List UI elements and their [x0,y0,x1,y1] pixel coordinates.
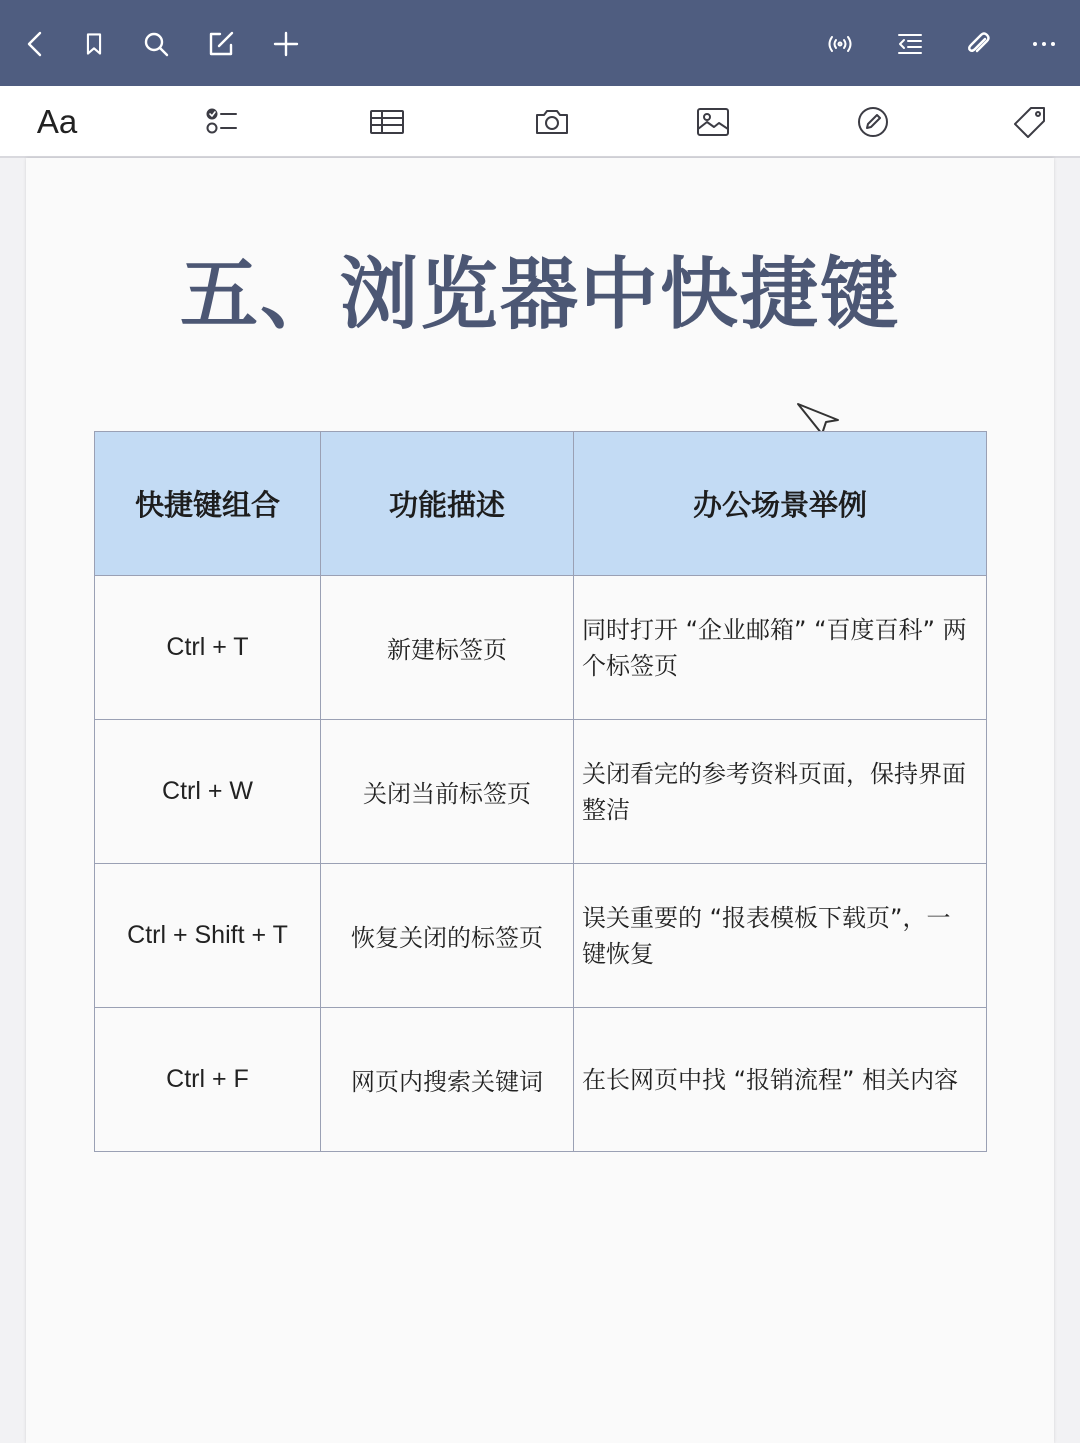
bookmark-icon [81,31,107,57]
table-row [95,720,987,864]
shortcut-cell: Ctrl + T [95,576,321,720]
shortcut-table [94,431,987,1152]
function-cell: 新建标签页 [321,576,574,720]
bookmark-button[interactable] [72,22,116,66]
more-icon [1029,29,1059,59]
edit-icon [206,29,236,59]
broadcast-icon [825,29,855,59]
table-row [95,864,987,1008]
function-cell: 网页内搜索关键词 [321,1008,574,1152]
page-title: 五、浏览器中快捷键 [179,250,900,340]
pen-button[interactable] [850,100,896,144]
attachment-icon [963,29,993,59]
edit-button[interactable] [199,22,243,66]
example-cell: 误关重要的 “报表模板下载页”，一键恢复 [574,864,987,1008]
pen-icon [854,103,892,141]
text-format-button[interactable] [34,100,80,144]
table-row [95,576,987,720]
search-icon [141,29,171,59]
broadcast-button[interactable] [818,22,862,66]
example-cell: 同时打开 “企业邮箱” “百度百科” 两个标签页 [574,576,987,720]
checklist-button[interactable] [199,100,245,144]
shortcut-cell: Ctrl + F [95,1008,321,1152]
example-cell: 在长网页中找 “报销流程” 相关内容 [574,1008,987,1152]
function-cell: 恢复关闭的标签页 [321,864,574,1008]
outline-icon [895,29,925,59]
text-format-label: Aa [36,103,78,140]
image-button[interactable] [690,100,736,144]
header-function: 功能描述 [321,432,574,576]
table-header-row [95,432,987,576]
attachment-button[interactable] [956,22,1000,66]
header-example: 办公场景举例 [574,432,987,576]
back-icon [21,29,51,59]
add-button[interactable] [264,22,308,66]
editing-toolbar [0,86,1080,158]
back-button[interactable] [14,22,58,66]
function-cell: 关闭当前标签页 [321,720,574,864]
shortcut-cell: Ctrl + W [95,720,321,864]
search-button[interactable] [134,22,178,66]
table-row [95,1008,987,1152]
shortcut-cell: Ctrl + Shift + T [95,864,321,1008]
more-button[interactable] [1022,22,1066,66]
tag-icon [1011,103,1049,141]
tag-button[interactable] [1007,100,1053,144]
add-icon [271,29,301,59]
top-bar [0,0,1080,86]
outline-button[interactable] [888,22,932,66]
example-cell: 关闭看完的参考资料页面，保持界面整洁 [574,720,987,864]
image-icon [694,103,732,141]
header-shortcut: 快捷键组合 [95,432,321,576]
checklist-icon [203,103,241,141]
table-icon [368,103,406,141]
table-button[interactable] [364,100,410,144]
camera-button[interactable] [529,100,575,144]
camera-icon [533,103,571,141]
